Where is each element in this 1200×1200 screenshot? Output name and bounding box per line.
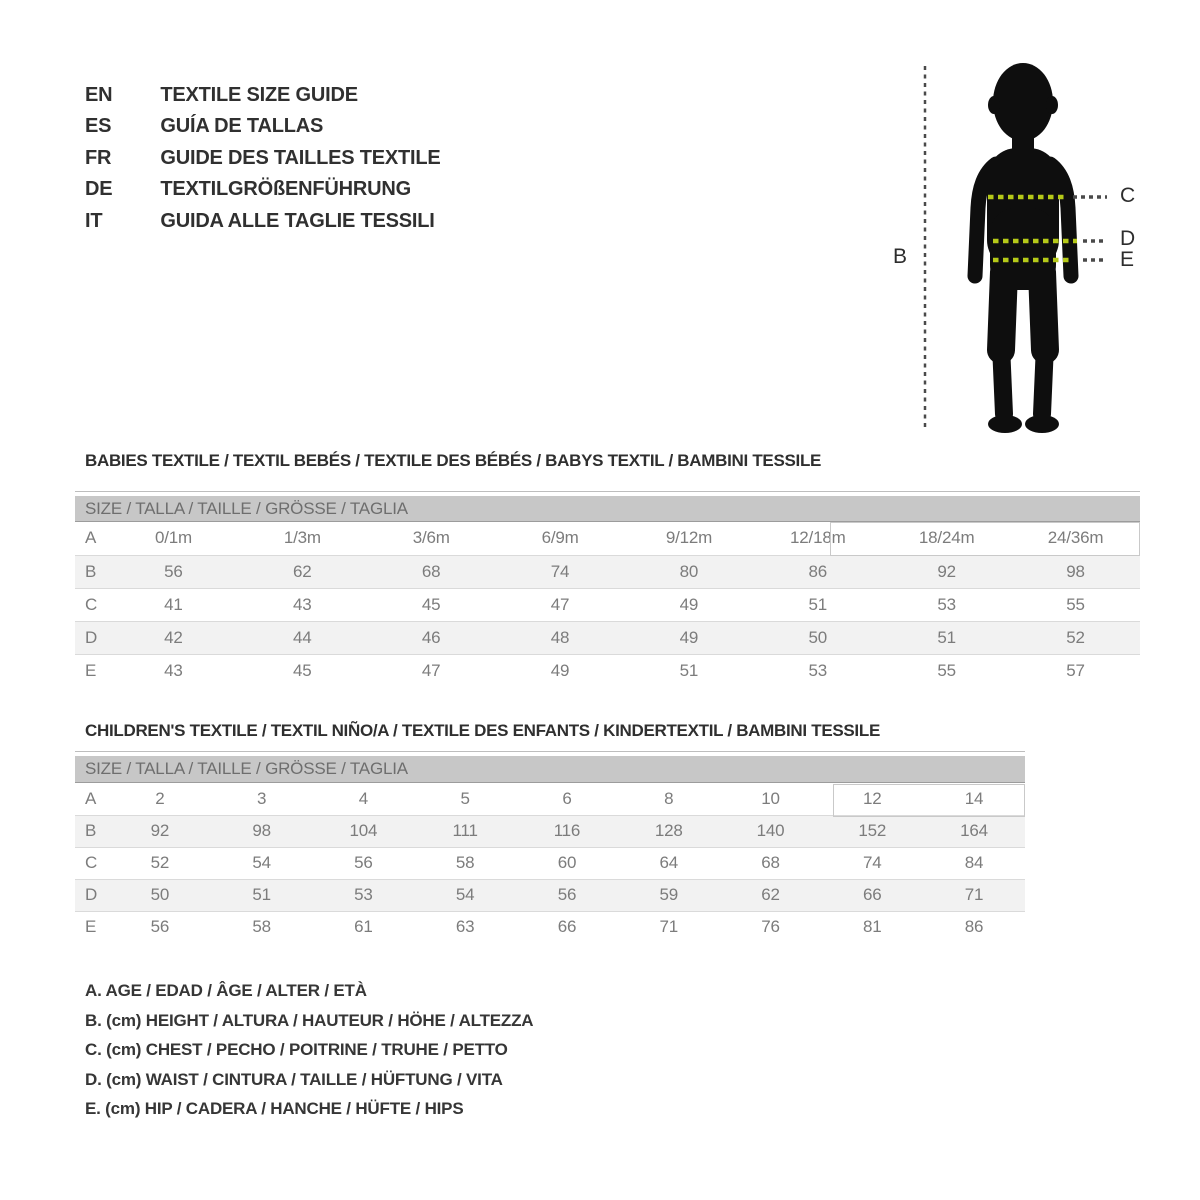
size-cell: 12/18m — [753, 522, 882, 555]
size-cell: 45 — [293, 660, 312, 680]
size-cell: 59 — [618, 879, 720, 911]
size-cell: 56 — [109, 555, 238, 588]
size-cell: 8 — [618, 783, 720, 815]
row-label: C — [75, 588, 109, 621]
size-cell: 54 — [211, 847, 313, 879]
size-cell: 71 — [659, 917, 678, 937]
size-cell: 63 — [455, 917, 475, 937]
size-cell: 42 — [109, 621, 238, 654]
size-cell: 164 — [923, 815, 1025, 847]
child-feet — [988, 415, 1059, 433]
row-label: C — [75, 847, 109, 879]
row-label: D — [75, 621, 109, 654]
size-cell: 48 — [496, 621, 625, 654]
lang-code: ES — [85, 115, 112, 138]
legend-item-height: B. (cm) HEIGHT / ALTURA / HAUTEUR / HÖHE / ALTEZZA — [85, 1010, 534, 1030]
size-cell: 12 — [821, 783, 923, 815]
size-row-b — [75, 815, 1025, 847]
size-cell: 86 — [753, 555, 882, 588]
size-cell: 2 — [109, 783, 211, 815]
children-size-highlight-box — [833, 784, 1025, 817]
size-cell: 51 — [679, 660, 699, 680]
lang-row-fr — [85, 143, 441, 174]
guide-title-de: TEXTILGRÖßENFÜHRUNG — [160, 178, 411, 201]
size-cell: 71 — [923, 879, 1025, 911]
size-cell: 68 — [367, 555, 496, 588]
lang-code: DE — [85, 178, 113, 201]
size-cell: 51 — [211, 879, 313, 911]
legend-item-chest: C. (cm) CHEST / PECHO / POITRINE / TRUHE / PETTO — [85, 1040, 508, 1060]
row-label: B — [75, 555, 109, 588]
size-cell: 66 — [557, 917, 577, 937]
size-cell: 3 — [211, 783, 313, 815]
size-row-e — [75, 911, 1025, 943]
size-cell: 74 — [496, 555, 625, 588]
babies-table-header: SIZE / TALLA / TAILLE / GRÖSSE / TAGLIA — [75, 496, 1140, 522]
size-row-c — [75, 847, 1025, 879]
size-cell: 81 — [862, 917, 882, 937]
size-row-e — [75, 654, 1140, 687]
size-cell: 43 — [238, 588, 367, 621]
size-cell: 1/3m — [238, 522, 367, 555]
size-cell: 54 — [414, 879, 516, 911]
hip-label-e: E — [1120, 248, 1135, 271]
size-cell: 58 — [252, 917, 271, 937]
size-cell: 4 — [313, 783, 415, 815]
size-cell: 152 — [821, 815, 923, 847]
size-cell: 53 — [882, 588, 1011, 621]
lang-code: EN — [85, 84, 113, 106]
size-row-d — [75, 879, 1025, 911]
size-cell: 58 — [414, 847, 516, 879]
size-cell: 52 — [1011, 621, 1140, 654]
size-cell: 92 — [882, 555, 1011, 588]
size-cell: 86 — [964, 917, 984, 937]
size-cell: 66 — [821, 879, 923, 911]
size-cell: 6 — [516, 783, 618, 815]
size-cell: 98 — [1011, 555, 1140, 588]
child-silhouette — [987, 63, 1059, 290]
children-section-title: CHILDREN'S TEXTILE / TEXTIL NIÑO/A / TEXTILE DES ENFANTS / KINDERTEXTIL / BAMBINI TESSILE — [85, 721, 880, 740]
row-label: A — [75, 522, 109, 555]
size-cell: 41 — [109, 588, 238, 621]
size-cell: 74 — [821, 847, 923, 879]
size-cell: 50 — [753, 621, 882, 654]
size-cell: 98 — [211, 815, 313, 847]
guide-title-en: TEXTILE SIZE GUIDE — [160, 84, 358, 106]
babies-section-title: BABIES TEXTILE / TEXTIL BEBÉS / TEXTILE DES BÉBÉS / BABYS TEXTIL / BAMBINI TESSILE — [85, 451, 822, 470]
lang-row-it — [85, 206, 441, 237]
size-cell: 62 — [720, 879, 822, 911]
size-cell: 24/36m — [1011, 522, 1140, 555]
size-cell: 60 — [516, 847, 618, 879]
size-cell: 52 — [109, 847, 211, 879]
size-cell: 56 — [150, 917, 170, 937]
size-cell: 104 — [313, 815, 415, 847]
size-cell: 3/6m — [367, 522, 496, 555]
size-cell: 56 — [313, 847, 415, 879]
height-label-b: B — [893, 245, 908, 268]
divider-line — [75, 751, 1025, 752]
row-label: E — [85, 917, 97, 937]
row-label: E — [85, 660, 97, 680]
size-row-b — [75, 555, 1140, 588]
size-cell: 116 — [516, 815, 618, 847]
guide-title-it: GUIDA ALLE TAGLIE TESSILI — [160, 209, 435, 232]
size-cell: 53 — [808, 660, 828, 680]
size-cell: 44 — [238, 621, 367, 654]
size-cell: 84 — [923, 847, 1025, 879]
size-cell: 56 — [516, 879, 618, 911]
chest-label-c: C — [1120, 184, 1136, 207]
row-label: D — [75, 879, 109, 911]
size-cell: 55 — [937, 660, 956, 680]
child-silhouette-diagram — [890, 40, 1120, 455]
size-cell: 9/12m — [625, 522, 754, 555]
size-cell: 62 — [238, 555, 367, 588]
size-cell: 64 — [618, 847, 720, 879]
divider-line — [75, 491, 1140, 492]
size-cell: 92 — [109, 815, 211, 847]
waist-label-d: D — [1120, 227, 1136, 250]
size-cell: 45 — [367, 588, 496, 621]
size-cell: 10 — [720, 783, 822, 815]
size-cell: 18/24m — [882, 522, 1011, 555]
row-label: B — [75, 815, 109, 847]
lang-code: FR — [85, 146, 112, 169]
measurement-legend — [85, 976, 533, 1124]
lang-code: IT — [85, 209, 103, 232]
row-label: A — [75, 783, 109, 815]
size-cell: 49 — [625, 621, 754, 654]
size-cell: 0/1m — [109, 522, 238, 555]
size-cell: 140 — [720, 815, 822, 847]
size-cell: 46 — [367, 621, 496, 654]
size-cell: 47 — [496, 588, 625, 621]
lang-row-en — [85, 80, 441, 111]
size-cell: 57 — [1066, 660, 1085, 680]
size-cell: 68 — [720, 847, 822, 879]
size-cell: 51 — [882, 621, 1011, 654]
language-title-list — [85, 80, 441, 237]
size-cell: 49 — [625, 588, 754, 621]
size-cell: 6/9m — [496, 522, 625, 555]
size-cell: 14 — [923, 783, 1025, 815]
size-cell: 55 — [1011, 588, 1140, 621]
size-cell: 61 — [354, 917, 373, 937]
size-cell: 50 — [109, 879, 211, 911]
guide-title-es: GUÍA DE TALLAS — [160, 115, 324, 138]
children-table-header: SIZE / TALLA / TAILLE / GRÖSSE / TAGLIA — [75, 756, 1025, 783]
size-cell: 111 — [414, 815, 516, 847]
lang-row-es — [85, 111, 441, 142]
size-cell: 43 — [164, 660, 183, 680]
lang-row-de — [85, 174, 441, 205]
size-cell: 76 — [761, 917, 780, 937]
size-cell: 47 — [421, 660, 441, 680]
legend-item-waist: D. (cm) WAIST / CINTURA / TAILLE / HÜFTUNG / VITA — [85, 1069, 503, 1089]
size-cell: 49 — [550, 660, 570, 680]
legend-item-hip: E. (cm) HIP / CADERA / HANCHE / HÜFTE / HIPS — [85, 1099, 464, 1119]
size-cell: 5 — [414, 783, 516, 815]
size-cell: 53 — [313, 879, 415, 911]
size-row-d — [75, 621, 1140, 654]
size-cell: 51 — [753, 588, 882, 621]
legend-item-age: A. AGE / EDAD / ÂGE / ALTER / ETÀ — [85, 981, 367, 1000]
size-cell: 80 — [625, 555, 754, 588]
size-cell: 128 — [618, 815, 720, 847]
babies-size-highlight-box — [830, 522, 1140, 556]
guide-title-fr: GUIDE DES TAILLES TEXTILE — [160, 146, 441, 169]
size-row-c — [75, 588, 1140, 621]
